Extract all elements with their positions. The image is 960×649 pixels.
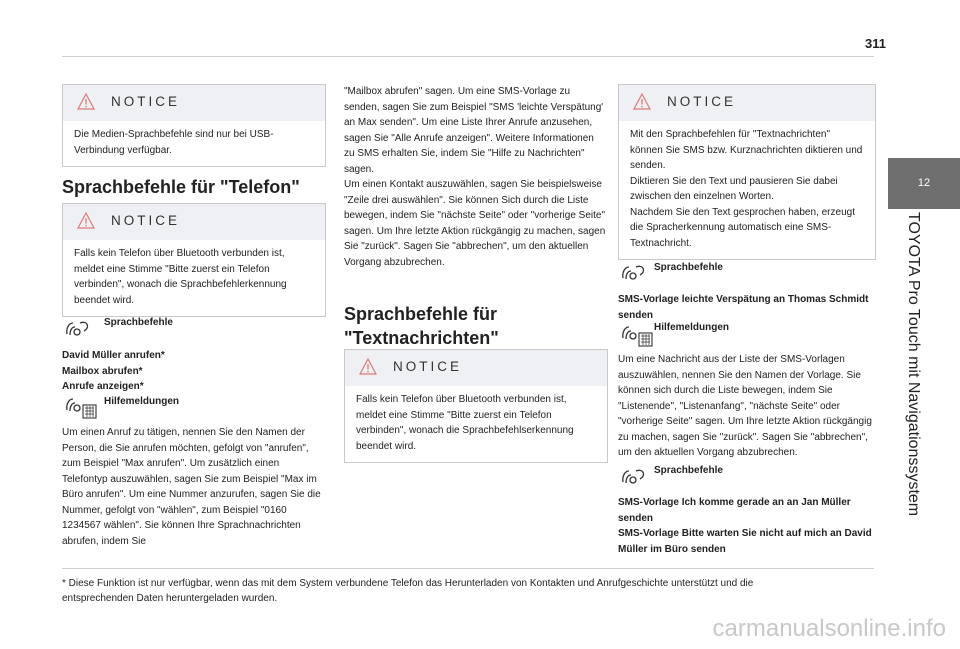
help-messages-label: Hilfemeldungen (654, 322, 730, 333)
notice-title: NOTICE (111, 94, 181, 109)
notice-box-telefon (62, 203, 326, 317)
notice-box-media (62, 84, 326, 167)
help-text-sms: Um eine Nachricht aus der Liste der SMS-Vorlagen auszuwählen, nennen Sie den Namen der Vorlage. Sie können sich durch die Liste bewegen, indem Sie "Listenende", "Listenanfang", "nächste Seite" oder "vorherige Seite" sagen. Um Ihre letzte Aktion rückgängig zu machen, sagen Sie "zurück". Sagen Sie "abbrechen", um den aktuellen Vorgang abzubrechen. (618, 354, 872, 458)
command-item: Anrufe anzeigen* (62, 381, 144, 392)
side-title (900, 212, 922, 517)
section-heading-textnachrichten: Sprachbefehle für "Textnachrichten" (344, 304, 499, 348)
warning-icon (77, 212, 95, 230)
notice-text: Mit den Sprachbefehlen für "Textnachrichten" können Sie SMS bzw. Kurznachrichten diktieren und senden. Diktieren Sie den Text und pausieren Sie dabei zwischen den einzelnen Worten. Nachdem Sie den Text gesprochen haben, erzeugt die Spracherkennung automatisch eine SMS-Textnachricht. (630, 129, 863, 249)
warning-icon (77, 93, 95, 111)
command-list (62, 348, 322, 395)
watermark: carmanualsonline.info (712, 615, 946, 642)
help-messages-label: Hilfemeldungen (104, 396, 180, 407)
footnote: * Diese Funktion ist nur verfügbar, wenn das mit dem System verbundene Telefon das Herunterladen von Kontakten und Anrufgeschichte unterstützt und die entsprechenden Daten heruntergeladen wurden. (62, 578, 754, 604)
notice-text: Falls kein Telefon über Bluetooth verbunden ist, meldet eine Stimme "Bitte zuerst ein Telefon verbinden", wonach die Sprachbefehlserkennung beendet wird. (356, 394, 574, 452)
command-item: David Müller anrufen* (62, 350, 165, 361)
notice-header (345, 350, 607, 386)
voice-commands-label: Sprachbefehle (654, 262, 723, 273)
footnote-divider (62, 568, 874, 569)
notice-text: Die Medien-Sprachbefehle sind nur bei USB-Verbindung verfügbar. (74, 129, 274, 156)
help-text-telefon: Um einen Anruf zu tätigen, nennen Sie den Namen der Person, die Sie anrufen möchten, gefolgt von "anrufen", zum Beispiel "Max anrufen". Um zusätzlich einen Telefontyp auszuwählen, sagen Sie zum Beispiel "Max im Büro anrufen". Um eine Nummer anzurufen, sagen Sie die Nummer, gefolgt von "wählen", zum Beispiel "0160 1234567 wählen". Sie können Ihre Sprachnachrichten abrufen, indem Sie (62, 427, 321, 547)
voice-command-icon (620, 262, 650, 282)
notice-header (63, 204, 325, 240)
warning-icon (359, 358, 377, 376)
continued-text: "Mailbox abrufen" sagen. Um eine SMS-Vorlage zu senden, sagen Sie zum Beispiel "SMS 'leichte Verspätung' an Max senden". Um eine Liste Ihrer Anrufe anzusehen, sagen Sie "Alle Anrufe anzeigen". Weitere Informationen zu SMS erhalten Sie, indem Sie "Hilfe zu Nachrichten" sagen. Um einen Kontakt auszuwählen, sagen Sie beispielsweise "Zeile drei auswählen". Sie können Sich durch die Liste bewegen, indem Sie "nächste Seite" oder "vorherige Seite" sagen. Um Ihre letzte Aktion rückgängig zu machen, sagen Sie "zurück". Sagen Sie "abbrechen", um den aktuellen Vorgang abzubrechen. (344, 86, 606, 268)
notice-title: NOTICE (111, 213, 181, 228)
command-item: Mailbox abrufen* (62, 365, 143, 377)
command-sms-1: SMS-Vorlage leichte Verspätung an Thomas Schmidt senden (618, 294, 869, 321)
voice-commands-label: Sprachbefehle (104, 317, 173, 328)
warning-icon (633, 93, 651, 111)
notice-box-sms (618, 84, 876, 260)
notice-header (619, 85, 875, 121)
chapter-tab[interactable]: 12 (888, 158, 960, 209)
notice-box-textnachrichten (344, 349, 608, 463)
notice-text: Falls kein Telefon über Bluetooth verbunden ist, meldet eine Stimme "Bitte zuerst ein Telefon verbinden", wonach die Sprachbefehlerkennung beendet wird. (74, 248, 287, 306)
header-divider (62, 56, 874, 57)
voice-command-icon (620, 466, 650, 486)
side-title-text: TOYOTA Pro Touch mit Navigationssystem (905, 212, 922, 517)
voice-commands-label: Sprachbefehle (654, 465, 723, 476)
notice-header (63, 85, 325, 121)
voice-command-icon (64, 318, 94, 338)
help-messages-icon (64, 396, 98, 420)
notice-title: NOTICE (393, 359, 463, 374)
section-heading-telefon: Sprachbefehle für "Telefon" (62, 177, 300, 197)
help-messages-icon (620, 324, 654, 348)
command-sms-2: SMS-Vorlage Ich komme gerade an an Jan Müller senden SMS-Vorlage Bitte warten Sie nicht auf mich an David Müller im Büro senden (618, 497, 872, 555)
notice-title: NOTICE (667, 94, 737, 109)
page-number: 311 (865, 36, 886, 51)
